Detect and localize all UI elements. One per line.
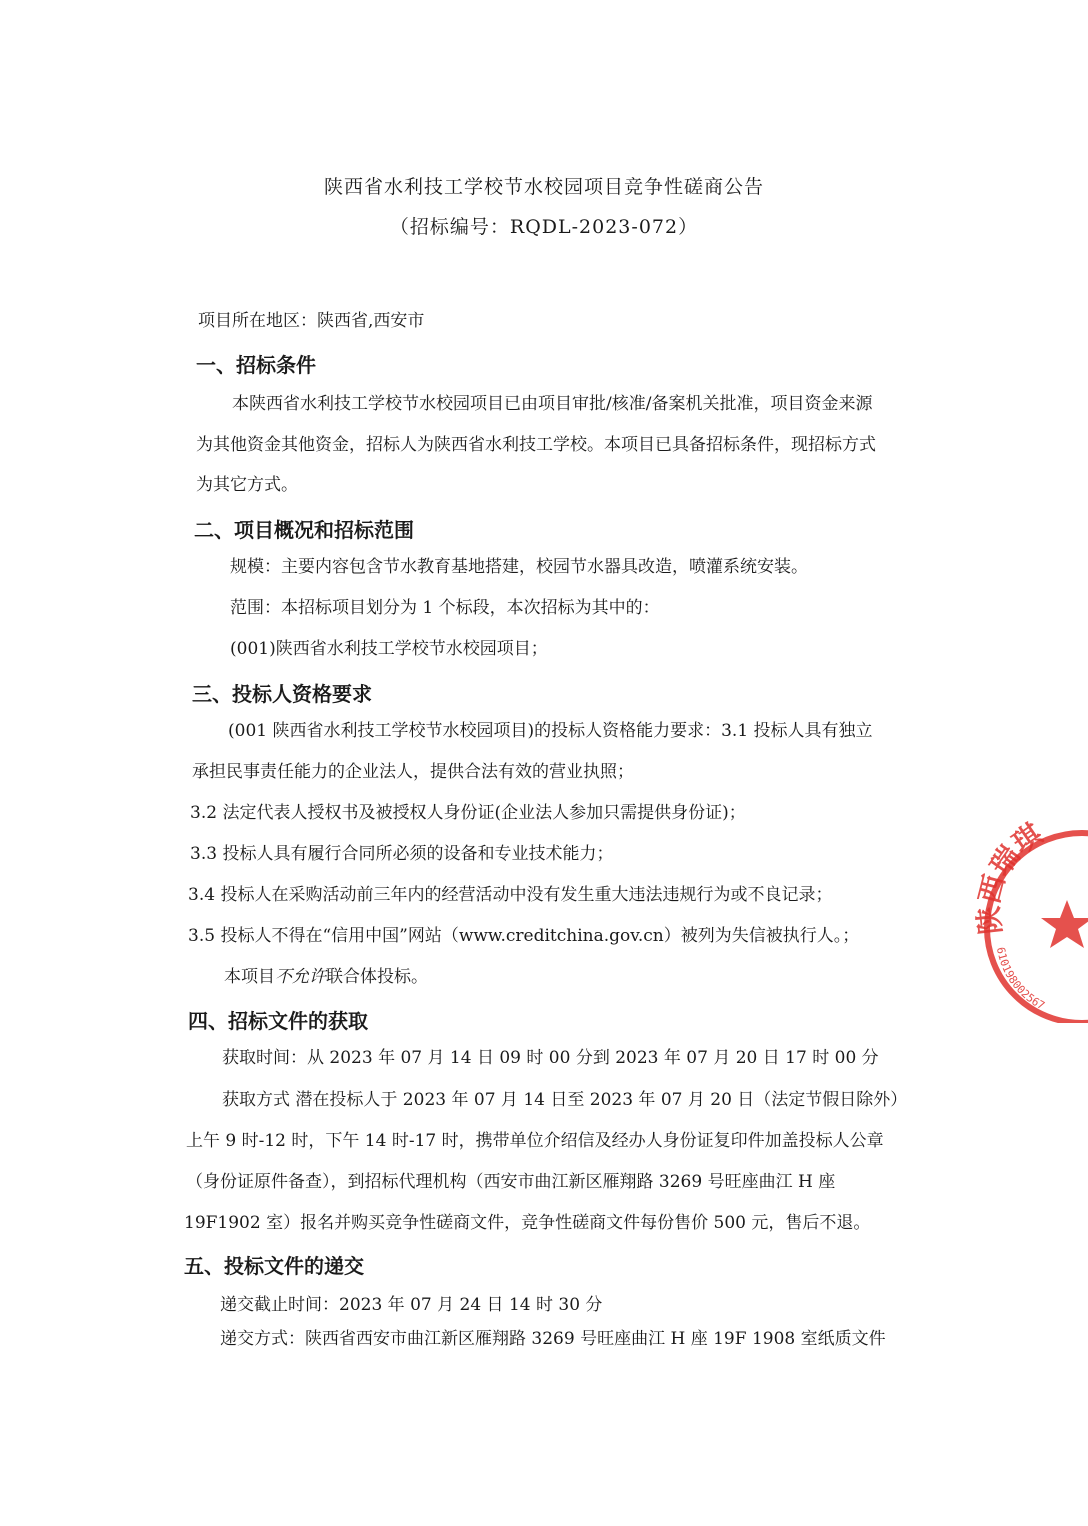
paragraph-line: (001)陕西省水利技工学校节水校园项目；: [230, 639, 548, 659]
paragraph-line: 本陕西省水利技工学校节水校园项目已由项目审批/核准/备案机关批准，项目资金来源: [232, 394, 873, 414]
paragraph-line: 范围：本招标项目划分为 1 个标段，本次招标为其中的：: [230, 598, 660, 618]
paragraph-line: 3.2 法定代表人授权书及被授权人身份证(企业法人参加只需提供身份证)；: [190, 803, 746, 823]
paragraph-line: 递交截止时间：2023 年 07 月 24 日 14 时 30 分: [220, 1295, 603, 1315]
section-heading-2: 二、项目概况和招标范围: [194, 518, 414, 542]
paragraph-line: 获取时间：从 2023 年 07 月 14 日 09 时 00 分到 2023 年 07 月 20 日 17 时 00 分: [222, 1048, 879, 1068]
paragraph-line: (001 陕西省水利技工学校节水校园项目)的投标人资格能力要求：3.1 投标人具有独立: [228, 721, 873, 741]
seal-number: 610198002567: [993, 946, 1047, 1013]
paragraph-line: （身份证原件备查），到招标代理机构（西安市曲江新区雁翔路 3269 号旺座曲江 H 座: [186, 1172, 836, 1192]
svg-text:陕西瑞琪: [972, 818, 1049, 936]
seal-star-icon: [1041, 900, 1088, 948]
section-heading-3: 三、投标人资格要求: [192, 682, 372, 706]
paragraph-line: 3.5 投标人不得在“信用中国”网站（www.creditchina.gov.cn）被列为失信被执行人。；: [188, 926, 860, 946]
section-heading-4: 四、招标文件的获取: [188, 1009, 368, 1033]
paragraph-line: 为其他资金其他资金，招标人为陕西省水利技工学校。本项目已具备招标条件，现招标方式: [196, 435, 876, 455]
paragraph-line: 承担民事责任能力的企业法人，提供合法有效的营业执照；: [192, 762, 634, 782]
consortium-italic: 不允许: [275, 967, 326, 987]
section-heading-5: 五、投标文件的递交: [184, 1254, 364, 1278]
paragraph-line: 3.3 投标人具有履行合同所必须的设备和专业技术能力；: [190, 844, 614, 864]
paragraph-line: 获取方式 潜在投标人于 2023 年 07 月 14 日至 2023 年 07 月 20 日（法定节假日除外）: [222, 1090, 908, 1110]
consortium-suffix: 联合体投标。: [326, 967, 428, 987]
location-line: 项目所在地区：陕西省,西安市: [198, 311, 425, 331]
company-seal-stamp: [972, 818, 1088, 1023]
paragraph-line: 上午 9 时-12 时，下午 14 时-17 时，携带单位介绍信及经办人身份证复印件加盖投标人公章: [186, 1131, 884, 1151]
bid-number: （招标编号：RQDL-2023-072）: [389, 216, 699, 238]
paragraph-line: 3.4 投标人在采购活动前三年内的经营活动中没有发生重大违法违规行为或不良记录；: [188, 885, 833, 905]
paragraph-line: 规模：主要内容包含节水教育基地搭建，校园节水器具改造，喷灌系统安装。: [230, 557, 808, 577]
seal-text: 陕西瑞琪: [972, 818, 1049, 937]
paragraph-line: 为其它方式。: [196, 475, 298, 495]
consortium-line: [224, 966, 428, 988]
paragraph-line: 递交方式：陕西省西安市曲江新区雁翔路 3269 号旺座曲江 H 座 19F 1908 室纸质文件: [220, 1329, 886, 1349]
paragraph-line: 19F1902 室）报名并购买竞争性磋商文件，竞争性磋商文件每份售价 500 元，售后不退。: [184, 1213, 871, 1233]
section-heading-1: 一、招标条件: [196, 353, 316, 377]
consortium-prefix: 本项目: [224, 967, 275, 987]
document-title: 陕西省水利技工学校节水校园项目竞争性磋商公告: [323, 176, 764, 198]
